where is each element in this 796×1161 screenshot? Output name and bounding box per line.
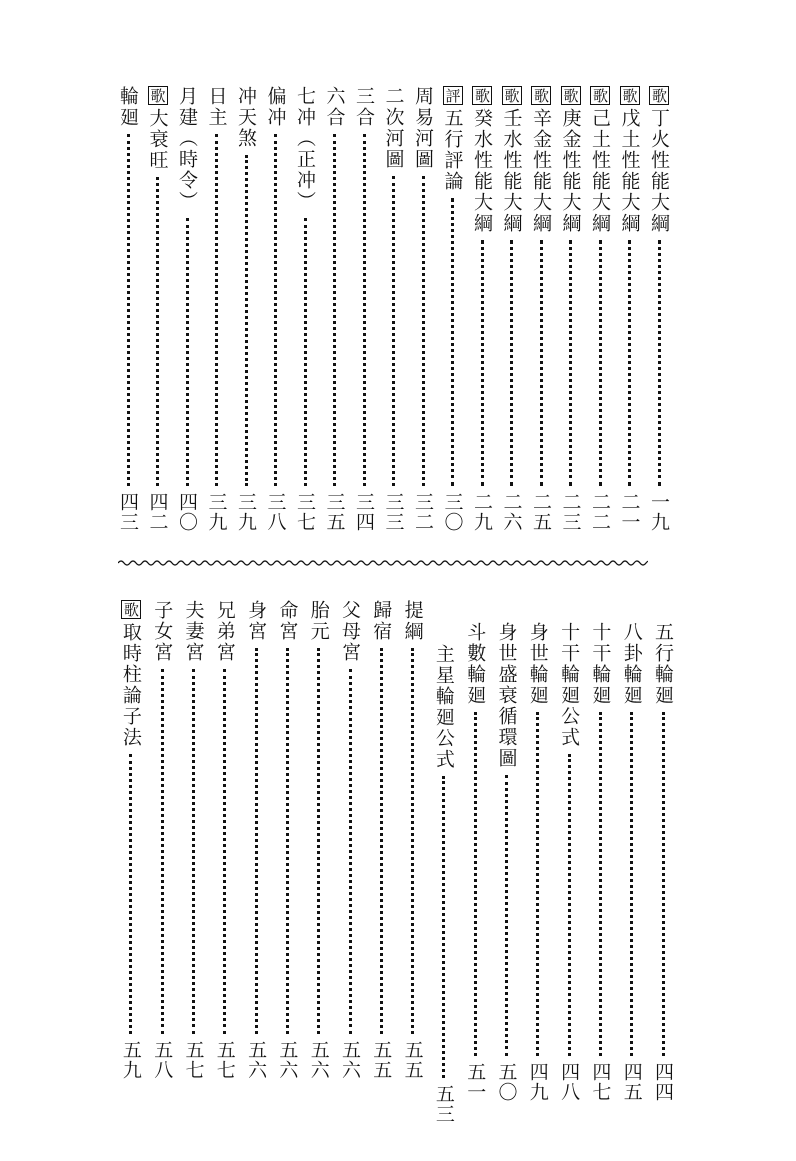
toc-entry[interactable] (383, 86, 405, 532)
dot-leader (156, 177, 159, 486)
toc-entry-title: 兄弟宮 (213, 600, 236, 663)
toc-entry-title: 周易河圖 (412, 86, 434, 170)
toc-entry[interactable] (652, 600, 674, 1102)
toc-page-number: 四二 (146, 492, 169, 532)
toc-entry[interactable] (527, 600, 549, 1102)
toc-entry[interactable] (648, 86, 670, 532)
toc-page-number: 三九 (205, 492, 228, 532)
toc-entry[interactable] (214, 600, 236, 1080)
toc-page-number: 二五 (530, 492, 552, 532)
toc-page-number: 四九 (526, 1062, 549, 1102)
toc-page-number: 二一 (618, 492, 641, 532)
toc-entry[interactable] (370, 600, 392, 1080)
toc-entry[interactable] (501, 86, 523, 532)
toc-entry-title: 三合 (353, 86, 375, 128)
toc-page-number: 四七 (589, 1062, 612, 1102)
toc-entry-title: 身宮 (245, 600, 268, 642)
toc-entry-title: 七冲（正冲） (294, 86, 316, 212)
dot-leader (255, 648, 258, 1034)
dot-leader (505, 775, 508, 1056)
dot-leader (599, 712, 602, 1056)
toc-page-number: 五三 (432, 1084, 455, 1124)
dot-leader (392, 176, 395, 486)
toc-entry-title: 壬水性能大綱 (500, 108, 523, 234)
toc-page-number: 三八 (264, 492, 287, 532)
toc-page-number: 五六 (276, 1040, 299, 1080)
toc-entry-title: 輪廻 (117, 86, 139, 128)
toc-entry-title: 胎元 (307, 600, 330, 642)
toc-entry[interactable] (294, 86, 316, 532)
toc-entry-title: 八卦輪廻 (620, 622, 643, 706)
dot-leader (662, 712, 665, 1056)
toc-entry[interactable] (353, 86, 375, 532)
toc-page-number: 五八 (151, 1040, 174, 1080)
toc-entry-title: 癸水性能大綱 (471, 108, 493, 234)
dot-leader (536, 712, 539, 1056)
toc-page-number: 五七 (213, 1040, 236, 1080)
dot-leader (380, 648, 383, 1034)
toc-page-number: 五六 (245, 1040, 268, 1080)
category-badge: 歌 (620, 88, 639, 103)
toc-page-number: 五五 (401, 1040, 424, 1080)
dot-leader (658, 240, 661, 486)
dot-leader (569, 240, 572, 486)
toc-entry-title: 庚金性能大綱 (559, 108, 582, 234)
dot-leader (129, 754, 132, 1034)
dot-leader (628, 240, 631, 486)
toc-entry-title: 主星輪廻公式 (432, 644, 455, 770)
category-badge: 歌 (148, 88, 167, 103)
toc-entry[interactable] (276, 600, 298, 1080)
dot-leader (599, 240, 602, 486)
dot-leader (363, 134, 366, 486)
toc-entry-title: 五行輪廻 (652, 622, 674, 706)
category-badge: 歌 (561, 88, 580, 103)
dot-leader (317, 648, 320, 1034)
toc-page-number: 三〇 (441, 492, 464, 532)
toc-page-number: 五七 (182, 1040, 205, 1080)
toc-entry-title: 二次河圖 (382, 86, 405, 170)
toc-entry-title: 父母宮 (339, 600, 361, 663)
toc-entry[interactable] (176, 86, 198, 532)
toc-page-number: 二六 (500, 492, 523, 532)
toc-entry[interactable] (560, 86, 582, 532)
toc-entry-title: 身世盛衰循環圖 (495, 622, 518, 769)
toc-entry-title: 歸宿 (370, 600, 393, 642)
toc-entry-title: 己土性能大綱 (589, 108, 611, 234)
toc-page-number: 二三 (559, 492, 582, 532)
toc-entry[interactable] (120, 600, 142, 1080)
toc-entry[interactable] (265, 86, 287, 532)
category-badge: 歌 (502, 88, 521, 103)
toc-entry[interactable] (589, 600, 611, 1102)
dot-leader (349, 669, 352, 1034)
toc-page-number: 五〇 (495, 1062, 518, 1102)
toc-entry[interactable] (589, 86, 611, 532)
dot-leader (127, 134, 130, 486)
toc-page-number: 三九 (235, 492, 257, 532)
toc-entry[interactable] (433, 600, 455, 1124)
category-badge: 歌 (473, 88, 491, 103)
toc-entry[interactable] (308, 600, 330, 1080)
dot-leader (411, 648, 414, 1034)
toc-page-number: 一九 (648, 492, 670, 532)
toc-entry-title: 斗數輪廻 (464, 622, 487, 706)
category-badge: 評 (443, 88, 462, 103)
toc-entry-title: 夫妻宮 (182, 600, 205, 663)
toc-page-number: 三四 (353, 492, 375, 532)
dot-leader (474, 712, 477, 1056)
toc-entry[interactable] (147, 86, 169, 532)
toc-entry[interactable] (206, 86, 228, 532)
dot-leader (192, 669, 195, 1034)
category-badge: 歌 (650, 88, 668, 103)
dot-leader (442, 776, 445, 1078)
toc-page-number: 五六 (307, 1040, 330, 1080)
toc-entry-title: 大衰旺 (146, 108, 169, 171)
toc-page-number: 四〇 (176, 492, 198, 532)
toc-entry[interactable] (235, 86, 257, 532)
toc-page-number: 三五 (323, 492, 346, 532)
toc-entry-title: 辛金性能大綱 (530, 108, 552, 234)
toc-entry[interactable] (558, 600, 580, 1102)
toc-page-number: 三二 (412, 492, 434, 532)
toc-entry-title: 丁火性能大綱 (648, 108, 670, 234)
dot-leader (245, 155, 248, 486)
toc-entry[interactable] (183, 600, 205, 1080)
category-badge: 歌 (532, 88, 550, 103)
toc-entry-title: 取時柱論子法 (119, 622, 142, 748)
dot-leader (451, 198, 454, 486)
toc-entry-title: 提綱 (401, 600, 424, 642)
toc-page-number: 四三 (117, 492, 139, 532)
dot-leader (304, 218, 307, 486)
toc-entry-title: 子女宮 (151, 600, 174, 663)
toc-entry-title: 偏冲 (264, 86, 287, 128)
wavy-divider (118, 558, 648, 568)
dot-leader (274, 134, 277, 486)
toc-entry[interactable] (402, 600, 424, 1080)
toc-page-number: 四八 (558, 1062, 581, 1102)
toc-entry[interactable] (464, 600, 486, 1102)
toc-entry-title: 十干輪廻公式 (558, 622, 581, 748)
toc-page-number: 四四 (652, 1062, 674, 1102)
toc-entry[interactable] (117, 86, 139, 532)
dot-leader (223, 669, 226, 1034)
toc-entry[interactable] (151, 600, 173, 1080)
toc-entry-title: 五行評論 (441, 108, 464, 192)
dot-leader (540, 240, 543, 486)
toc-page-number: 三七 (294, 492, 316, 532)
toc-entry[interactable] (530, 86, 552, 532)
toc-entry[interactable] (339, 600, 361, 1080)
toc-entry[interactable] (621, 600, 643, 1102)
dot-leader (630, 712, 633, 1056)
toc-entry[interactable] (471, 86, 493, 532)
toc-entry-title: 戊土性能大綱 (618, 108, 641, 234)
toc-page-number: 二二 (589, 492, 611, 532)
dot-leader (286, 648, 289, 1034)
toc-page-number: 二九 (471, 492, 493, 532)
dot-leader (422, 176, 425, 486)
toc-entry[interactable] (442, 86, 464, 532)
category-badge: 歌 (591, 88, 609, 103)
dot-leader (333, 134, 336, 486)
toc-entry[interactable] (245, 600, 267, 1080)
toc-entry-title: 日主 (205, 86, 228, 128)
toc-entry[interactable] (412, 86, 434, 532)
dot-leader (215, 134, 218, 486)
toc-entry-title: 冲天煞 (235, 86, 257, 149)
toc-entry[interactable] (619, 86, 641, 532)
toc-page-number: 五六 (339, 1040, 361, 1080)
dot-leader (161, 669, 164, 1034)
toc-page-number: 五一 (464, 1062, 487, 1102)
toc-entry-title: 十干輪廻 (589, 622, 612, 706)
toc-page-number: 三三 (382, 492, 405, 532)
toc-entry-title: 月建（時令） (176, 86, 198, 212)
dot-leader (568, 754, 571, 1056)
dot-leader (481, 240, 484, 486)
dot-leader (186, 218, 189, 486)
toc-page-number: 五九 (119, 1040, 142, 1080)
toc-entry[interactable] (324, 86, 346, 532)
toc-entry-title: 命宮 (276, 600, 299, 642)
toc-page-number: 五五 (370, 1040, 393, 1080)
toc-entry[interactable] (496, 600, 518, 1102)
dot-leader (510, 240, 513, 486)
toc-entry-title: 六合 (323, 86, 346, 128)
toc-page-number: 四五 (620, 1062, 643, 1102)
toc-entry-title: 身世輪廻 (526, 622, 549, 706)
category-badge: 歌 (121, 602, 140, 617)
